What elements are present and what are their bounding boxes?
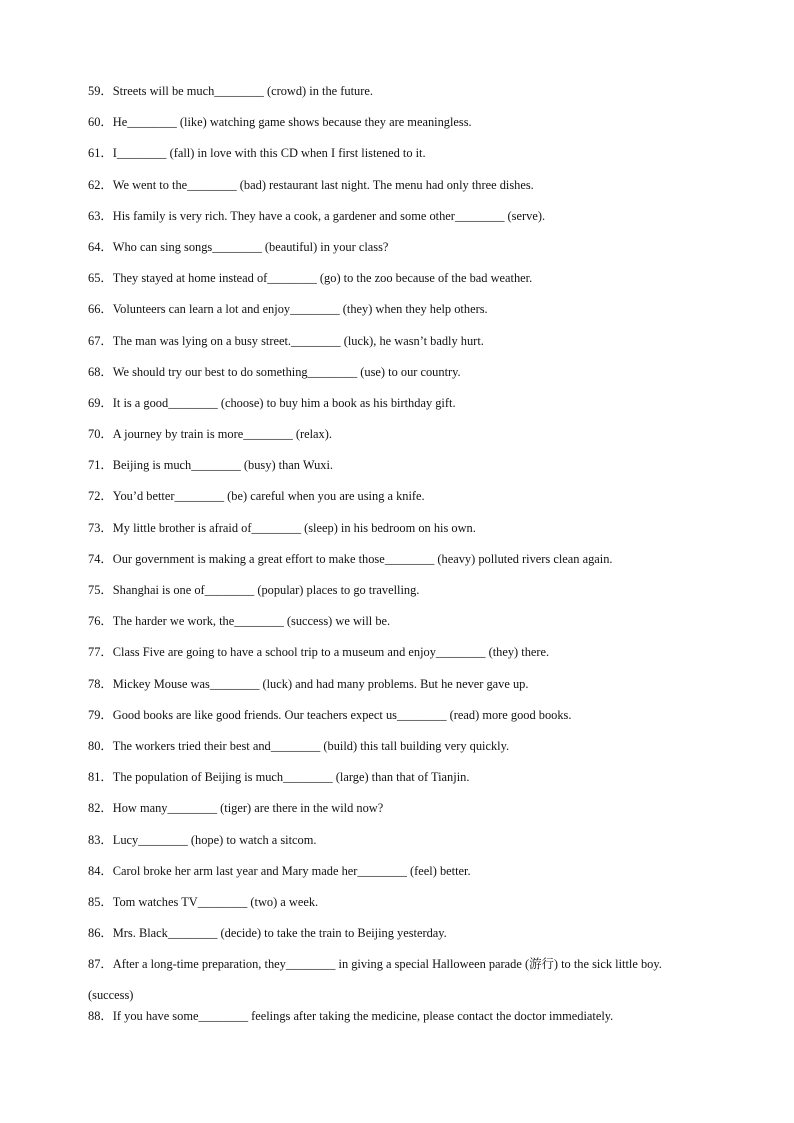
exercise-item xyxy=(88,580,688,611)
exercise-item xyxy=(88,299,688,330)
exercise-text: The man was lying on a busy street.________ (luck), he wasn’t badly hurt. xyxy=(112,333,484,348)
exercise-number: 66． xyxy=(88,302,113,317)
exercise-item xyxy=(88,674,688,705)
exercise-number: 65． xyxy=(88,271,113,286)
exercise-number: 70． xyxy=(88,427,113,442)
exercise-number: 75． xyxy=(88,583,113,597)
exercise-text: The harder we work, the________ (success) we will be. xyxy=(112,614,391,629)
exercise-item xyxy=(88,112,688,143)
exercise-text: Streets will be much________ (crowd) in the future. xyxy=(112,84,373,98)
exercise-number: 62． xyxy=(88,177,113,192)
exercise-item xyxy=(88,331,688,362)
exercise-item xyxy=(88,892,688,923)
exercise-text: We went to the________ (bad) restaurant last night. The menu had only three dishes. xyxy=(112,177,534,192)
exercise-text: He________ (like) watching game shows because they are meaningless. xyxy=(112,115,472,130)
exercise-number: 59． xyxy=(88,84,113,98)
exercise-item xyxy=(88,362,688,393)
exercise-number: 77． xyxy=(88,645,113,660)
exercise-text: Mrs. Black________ (decide) to take the train to Beijing yesterday. xyxy=(112,926,447,941)
exercise-number: 71． xyxy=(88,458,113,473)
exercise-text: A journey by train is more________ (relax). xyxy=(112,427,332,442)
exercise-number: 69． xyxy=(88,395,113,410)
exercise-number: 78． xyxy=(88,676,113,691)
exercise-text: The population of Beijing is much________ (large) than that of Tianjin. xyxy=(112,770,470,785)
exercise-number: 88． xyxy=(88,1009,113,1024)
exercise-number: 60． xyxy=(88,115,113,130)
exercise-number: 85． xyxy=(88,894,113,909)
exercise-item xyxy=(88,455,688,486)
exercise-text: Class Five are going to have a school trip to a museum and enjoy________ (they) there. xyxy=(112,645,550,660)
exercise-text: My little brother is afraid of________ (sleep) in his bedroom on his own. xyxy=(112,520,476,535)
exercise-number: 84． xyxy=(88,863,113,878)
exercise-item xyxy=(88,237,688,268)
exercise-item xyxy=(88,549,688,580)
exercise-number: 79． xyxy=(88,707,113,722)
exercise-item xyxy=(88,175,688,206)
exercise-number: 63． xyxy=(88,208,113,223)
exercise-number: 73． xyxy=(88,520,113,535)
exercise-text: The workers tried their best and________ (build) this tall building very quickly. xyxy=(112,738,510,753)
exercise-number: 80． xyxy=(88,738,113,753)
exercise-number: 86． xyxy=(88,926,113,941)
exercise-item xyxy=(88,642,688,673)
exercise-text: How many________ (tiger) are there in the wild now? xyxy=(112,801,384,816)
exercise-text: Carol broke her arm last year and Mary made her________ (feel) better. xyxy=(112,863,471,878)
exercise-item xyxy=(88,611,688,642)
exercise-text: His family is very rich. They have a cook, a gardener and some other________ (serve). xyxy=(112,208,546,223)
exercise-number: 67． xyxy=(88,333,113,348)
exercise-number: 87． xyxy=(88,957,113,972)
exercise-text: Lucy________ (hope) to watch a sitcom. xyxy=(112,832,317,847)
exercise-text: We should try our best to do something________ (use) to our country. xyxy=(112,364,461,379)
exercise-item xyxy=(88,798,688,829)
exercise-number: 64． xyxy=(88,239,113,254)
exercise-item xyxy=(88,518,688,549)
exercise-text: They stayed at home instead of________ (go) to the zoo because of the bad weather. xyxy=(112,271,533,286)
exercise-list xyxy=(88,81,688,1037)
exercise-number: 83． xyxy=(88,832,113,847)
exercise-number: 68． xyxy=(88,364,113,379)
exercise-item xyxy=(88,268,688,299)
exercise-text: Beijing is much________ (busy) than Wuxi. xyxy=(112,458,334,473)
exercise-item xyxy=(88,1006,688,1037)
exercise-item xyxy=(88,206,688,237)
exercise-item xyxy=(88,949,688,1011)
exercise-number: 61． xyxy=(88,146,113,161)
exercise-item xyxy=(88,830,688,861)
exercise-text: After a long-time preparation, they________ in giving a special Halloween parade (游行) to the sick little boy. (success) xyxy=(88,957,662,1003)
exercise-item xyxy=(88,486,688,517)
exercise-text: Good books are like good friends. Our teachers expect us________ (read) more good books. xyxy=(112,707,572,722)
exercise-number: 72． xyxy=(88,489,113,504)
exercise-item xyxy=(88,705,688,736)
exercise-text: You’d better________ (be) careful when you are using a knife. xyxy=(112,489,425,504)
exercise-text: I________ (fall) in love with this CD when I first listened to it. xyxy=(112,146,426,161)
exercise-text: Who can sing songs________ (beautiful) in your class? xyxy=(112,239,389,254)
exercise-number: 81． xyxy=(88,770,113,785)
exercise-item xyxy=(88,81,688,112)
exercise-text: Mickey Mouse was________ (luck) and had many problems. But he never gave up. xyxy=(112,676,529,691)
exercise-item xyxy=(88,424,688,455)
exercise-number: 82． xyxy=(88,801,113,816)
exercise-text: It is a good________ (choose) to buy him a book as his birthday gift. xyxy=(112,395,456,410)
exercise-item xyxy=(88,736,688,767)
exercise-text: If you have some________ feelings after taking the medicine, please contact the doctor immediately. xyxy=(112,1009,614,1024)
exercise-item xyxy=(88,143,688,174)
exercise-text: Our government is making a great effort to make those________ (heavy) polluted rivers clean again. xyxy=(112,551,613,566)
exercise-item xyxy=(88,861,688,892)
exercise-text: Volunteers can learn a lot and enjoy________ (they) when they help others. xyxy=(112,302,488,317)
exercise-text: Tom watches TV________ (two) a week. xyxy=(112,894,319,909)
exercise-number: 76． xyxy=(88,614,113,629)
exercise-item xyxy=(88,393,688,424)
exercise-item xyxy=(88,767,688,798)
exercise-number: 74． xyxy=(88,551,113,566)
exercise-text: Shanghai is one of________ (popular) places to go travelling. xyxy=(112,583,420,597)
